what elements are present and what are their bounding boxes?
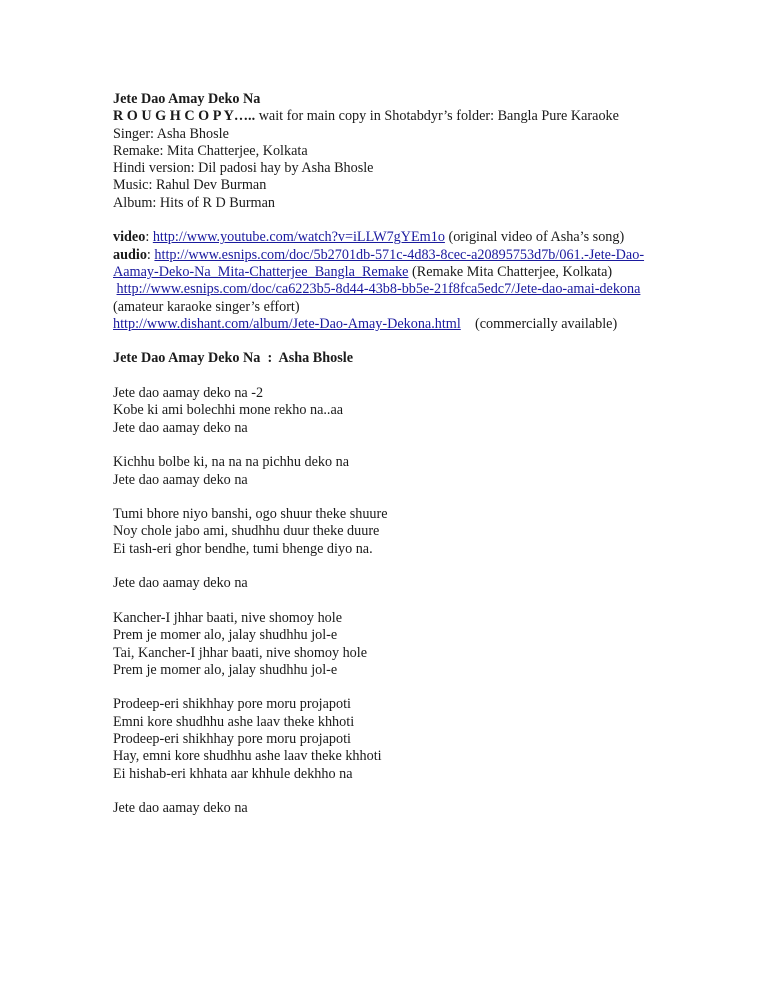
lyrics-heading: Jete Dao Amay Deko Na : Asha Bhosle bbox=[113, 350, 354, 367]
lyrics-stanza bbox=[113, 610, 713, 679]
lyric-line: Emni kore shudhhu ashe laav theke khhoti bbox=[113, 713, 355, 730]
audio-link-continued[interactable]: Aamay-Deko-Na_Mita-Chatterjee_Bangla_Remake bbox=[113, 263, 409, 280]
video-note: (original video of Asha’s song) bbox=[444, 229, 625, 246]
audio-link[interactable]: http://www.esnips.com/doc/5b2701db-571c-4d83-8cec-a20895753d7b/061.-Jete-Dao- bbox=[154, 246, 645, 263]
lyric-line: Noy chole jabo ami, shudhhu duur theke duure bbox=[113, 523, 380, 540]
lyric-line: Jete dao aamay deko na bbox=[113, 419, 248, 436]
lyric-line: Prodeep-eri shikhhay pore moru projapoti bbox=[113, 730, 351, 747]
lyric-line: Prem je momer alo, jalay shudhhu jol-e bbox=[113, 661, 338, 678]
lyric-line: Prodeep-eri shikhhay pore moru projapoti bbox=[113, 696, 351, 713]
rough-copy-text: wait for main copy in Shotabdyr’s folder: Bangla Pure Karaoke bbox=[255, 108, 619, 125]
lyrics-stanza bbox=[113, 696, 713, 782]
lyrics-stanza bbox=[113, 454, 713, 489]
video-line: video: http://www.youtube.com/watch?v=iLLW7gYEm1o (original video of Asha’s song) bbox=[113, 229, 625, 246]
lyric-line: Tumi bhore niyo banshi, ogo shuur theke shuure bbox=[113, 506, 388, 523]
singer-line: Singer: Asha Bhosle bbox=[113, 125, 229, 142]
lyric-line: Kobe ki ami bolechhi mone rekho na..aa bbox=[113, 402, 344, 419]
lyrics-stanza bbox=[113, 506, 713, 558]
dishant-note: (commercially available) bbox=[460, 315, 618, 332]
album-line: Album: Hits of R D Burman bbox=[113, 194, 275, 211]
dishant-line bbox=[113, 316, 713, 333]
audio-line-continued bbox=[113, 264, 713, 281]
rough-copy-note bbox=[113, 108, 713, 125]
lyric-line: Ei hishab-eri khhata aar khhule dekhho na bbox=[113, 765, 353, 782]
lyrics-stanza bbox=[113, 800, 713, 817]
song-title: Jete Dao Amay Deko Na bbox=[113, 91, 261, 107]
music-line: Music: Rahul Dev Burman bbox=[113, 177, 267, 194]
lyric-line: Jete dao aamay deko na bbox=[113, 575, 248, 592]
lyrics-stanzas bbox=[113, 385, 713, 817]
esnips-note: (amateur karaoke singer’s effort) bbox=[113, 298, 300, 315]
video-link[interactable]: http://www.youtube.com/watch?v=iLLW7gYEm1o bbox=[152, 229, 445, 246]
document-page bbox=[113, 91, 713, 817]
lyric-line: Jete dao aamay deko na -2 bbox=[113, 385, 264, 402]
lyric-line: Tai, Kancher-I jhhar baati, nive shomoy hole bbox=[113, 644, 368, 661]
lyrics-stanza bbox=[113, 385, 713, 437]
lyric-line: Ei tash-eri ghor bendhe, tumi bhenge diyo na. bbox=[113, 540, 373, 557]
hindi-version-line: Hindi version: Dil padosi hay by Asha Bhosle bbox=[113, 160, 374, 177]
lyric-line: Jete dao aamay deko na bbox=[113, 800, 248, 817]
esnips-link[interactable]: http://www.esnips.com/doc/ca6223b5-8d44-43b8-bb5e-21f8fca5edc7/Jete-dao-amai-dekona bbox=[116, 281, 641, 298]
lyric-line: Kancher-I jhhar baati, nive shomoy hole bbox=[113, 609, 343, 626]
dishant-link[interactable]: http://www.dishant.com/album/Jete-Dao-Amay-Dekona.html bbox=[113, 315, 461, 332]
lyric-line: Hay, emni kore shudhhu ashe laav theke khhoti bbox=[113, 748, 382, 765]
audio-line: audio: http://www.esnips.com/doc/5b2701db-571c-4d83-8cec-a20895753d7b/061.-Jete-Dao- bbox=[113, 246, 645, 263]
audio-note: (Remake Mita Chatterjee, Kolkata) bbox=[408, 263, 613, 280]
remake-line: Remake: Mita Chatterjee, Kolkata bbox=[113, 142, 308, 159]
lyrics-stanza bbox=[113, 575, 713, 592]
rough-copy-label: R O U G H C O P Y….. bbox=[113, 108, 256, 125]
audio-label: audio bbox=[113, 246, 147, 263]
lyric-line: Prem je momer alo, jalay shudhhu jol-e bbox=[113, 627, 338, 644]
lyric-line: Kichhu bolbe ki, na na na pichhu deko na bbox=[113, 454, 349, 471]
video-label: video bbox=[113, 229, 146, 246]
lyric-line: Jete dao aamay deko na bbox=[113, 471, 248, 488]
esnips-line bbox=[113, 281, 713, 298]
